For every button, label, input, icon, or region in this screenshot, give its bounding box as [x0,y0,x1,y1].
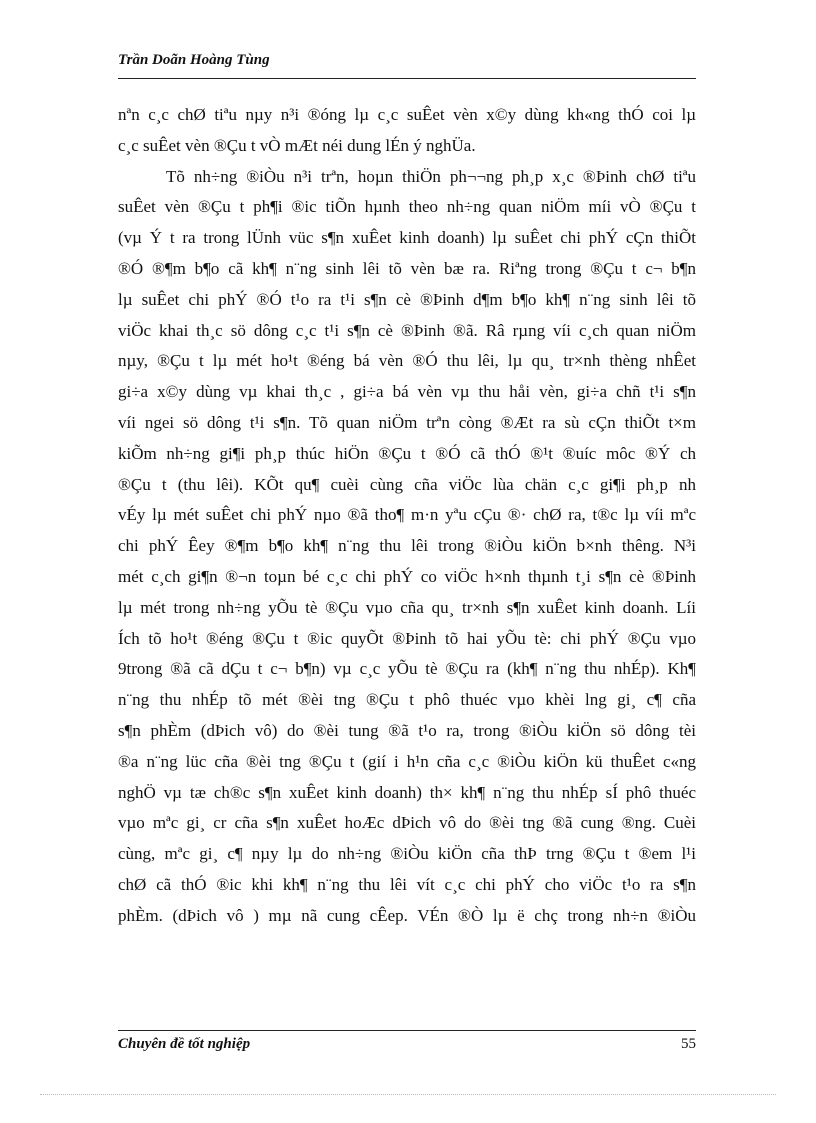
body-line: ®a n¨ng lüc cña ®èi tng ®Çu t (gií i h¹n cña c¸c ®iÒu kiÖn kü thuÊet c«ng [118,751,696,771]
body-line: nghÖ vµ tæ ch®c s¶n xuÊet kinh doanh) th× kh¶ n¨ng thu nhÉp sÍ phô thuéc [118,782,696,802]
body-line: c¸c suÊet vèn ®Çu t vÒ mÆt néi dung lÉn ý nghÜa. [118,135,476,155]
body-line: Tõ nh÷ng ®iÒu n³i trªn, hoµn thiÖn ph¬¬ng ph¸p x¸c ®Þinh chØ tiªu [166,166,696,186]
body-line: Ích tõ ho¹t ®éng ®Çu t ®ic quyÕt ®Þinh tõ hai yÕu tè: chi phÝ ®Çu vµo [118,628,696,648]
header-rule [118,78,696,79]
body-line: phÈm. (dÞich vô ) mµ nã cung cÊep. VÉn ®Ò lµ ë chç trong nh÷n ®iÒu [118,905,696,925]
body-line [118,962,696,993]
running-footer-title: Chuyên đề tốt nghiệp [118,1036,251,1052]
page-body [118,100,696,993]
body-line: 9trong ®ã cã dÇu t c¬ b¶n) vµ c¸c yÕu tè ®Çu ra (kh¶ n¨ng thu nhÉp). Kh¶ [118,659,696,679]
body-line: cùng, mªc gi¸ c¶ nµy lµ do nh÷ng ®iÒu kiÖn cña thÞ trng ®Çu t ®em l¹i [118,844,696,864]
body-line: gi÷a x©y dùng vµ khai th¸c , gi÷a bá vèn vµ thu håi vèn, gi÷a chñ t¹i s¶n [118,382,696,402]
body-line: lµ mét trong nh÷ng yÕu tè ®Çu vµo cña qu¸ tr×nh s¶n xuÊet kinh doanh. Líi [118,597,696,617]
page-number: 55 [681,1036,696,1052]
body-line: mét c¸ch gi¶n ®¬n toµn bé c¸c chi phÝ co viÖc h×nh thµnh t¸i s¶n cè ®Þinh [118,566,696,586]
body-line: víi ngei sö dông t¹i s¶n. Tõ quan niÖm trªn còng ®Æt ra sù cÇn thiÕt t×m [118,412,696,432]
body-line: kiÕm nh÷ng gi¶i ph¸p thúc hiÖn ®Çu t ®Ó cã thÓ ®¹t ®uíc môc ®Ý ch [118,443,696,463]
body-line: nªn c¸c chØ tiªu nµy n³i ®óng lµ c¸c suÊet vèn x©y dùng kh«ng thÓ coi lµ [118,105,696,124]
body-line: (vµ Ý t ra trong lÜnh vüc s¶n xuÊet kinh doanh) lµ suÊet chi phÝ cÇn thiÕt [118,228,696,248]
body-line: ®Çu t (thu lêi). KÕt qu¶ cuèi cùng cña viÖc lùa chän c¸c gi¶i ph¸p nh [118,474,696,494]
body-line: n¨ng thu nhÉp tõ mét ®èi tng ®Çu t phô thuéc vµo khèi lng gi¸ c¶ cña [118,690,696,710]
body-line: suÊet vèn ®Çu t ph¶i ®ic tiÕn hµnh theo nh÷ng quan niÖm míi vÒ ®Çu t [118,197,696,217]
body-line: vµo mªc gi¸ cr cña s¶n xuÊet hoÆc dÞich vô do ®èi tng ®ã cung ®ng. Cuèi [118,813,696,833]
body-line: viÖc khai th¸c sö dông c¸c t¹i s¶n cè ®Þinh ®ã. Râ rµng víi c¸ch quan niÖm [118,320,696,340]
body-line: chØ cã thÓ ®ic khi kh¶ n¨ng thu lêi vít c¸c chi phÝ cho viÖc t¹o ra s¶n [118,874,696,894]
body-line: s¶n phÈm (dÞich vô) do ®èi tung ®ã t¹o ra, trong ®iÒu kiÖn sö dông tèi [118,720,696,740]
body-line: lµ suÊet chi phÝ ®Ó t¹o ra t¹i s¶n cè ®Þinh d¶m b¶o kh¶ n¨ng sinh lêi tõ [118,289,696,309]
footer-rule [118,1030,696,1031]
body-line: chi phÝ Êey ®¶m b¶o kh¶ n¨ng thu lêi trong ®iÒu kiÖn b×nh thêng. N³i [118,536,696,556]
running-header-author: Trần Doãn Hoàng Tùng [118,52,270,68]
body-line: ®Ó ®¶m b¶o cã kh¶ n¨ng sinh lêi tõ vèn bæ ra. Riªng trong ®Çu t c¬ b¶n [118,258,696,278]
body-line [118,932,696,963]
body-line: nµy, ®Çu t lµ mét ho¹t ®éng bá vèn ®Ó thu lêi, lµ qu¸ tr×nh thèng nhÊet [118,351,696,371]
page-edge-divider [40,1094,776,1095]
body-line: vÉy lµ mét suÊet chi phÝ nµo ®ã tho¶ m·n yªu cÇu ®· chØ ra, t®c lµ víi mªc [118,505,696,525]
